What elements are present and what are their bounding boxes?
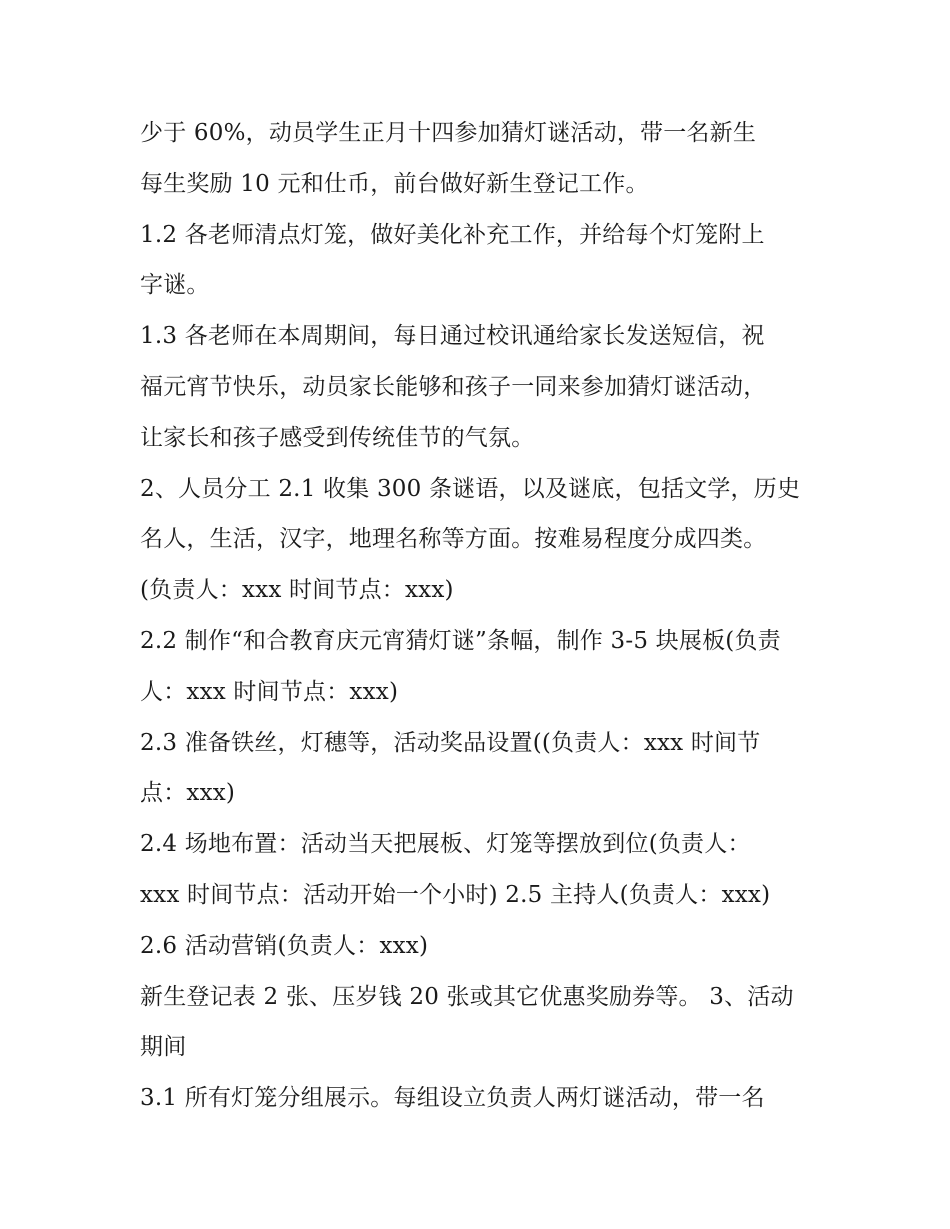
- body-text: [140, 108, 830, 1124]
- text-line: 1.2 各老师清点灯笼，做好美化补充工作，并给每个灯笼附上: [140, 221, 765, 248]
- text-line: (负责人：xxx 时间节点：xxx): [140, 577, 454, 604]
- text-line: 少于 60%，动员学生正月十四参加猜灯谜活动，带一名新生: [140, 120, 757, 146]
- text-line: 2.2 制作“和合教育庆元宵猜灯谜”条幅，制作 3-5 块展板(负责: [140, 627, 781, 654]
- text-line: 1.3 各老师在本周期间，每日通过校讯通给家长发送短信，祝: [140, 323, 765, 350]
- text-line: 期间: [140, 1034, 187, 1061]
- text-line: 福元宵节快乐，动员家长能够和孩子一同来参加猜灯谜活动，: [140, 373, 767, 400]
- text-line: 2.6 活动营销(负责人：xxx): [140, 932, 429, 959]
- text-line: 字谜。: [140, 272, 210, 299]
- text-line: 人：xxx 时间节点：xxx): [140, 678, 399, 705]
- text-line: 2、人员分工 2.1 收集 300 条谜语，以及谜底，包括文学，历史: [140, 475, 801, 502]
- text-line: 名人，生活，汉字，地理名称等方面。按难易程度分成四类。: [140, 526, 767, 553]
- text-line: 3.1 所有灯笼分组展示。每组设立负责人两灯谜活动，带一名: [140, 1085, 765, 1112]
- text-line: 让家长和孩子感受到传统佳节的气氛。: [140, 424, 535, 451]
- text-line: 新生登记表 2 张、压岁钱 20 张或其它优惠奖励券等。 3、活动: [140, 983, 794, 1010]
- text-line: 点：xxx): [140, 780, 236, 807]
- text-line: xxx 时间节点：活动开始一个小时) 2.5 主持人(负责人：xxx): [140, 881, 771, 908]
- text-line: 2.3 准备铁丝，灯穗等，活动奖品设置((负责人：xxx 时间节: [140, 729, 761, 756]
- text-line: 每生奖励 10 元和仕币，前台做好新生登记工作。: [140, 170, 649, 197]
- text-line: 2.4 场地布置：活动当天把展板、灯笼等摆放到位(负责人：: [140, 831, 751, 858]
